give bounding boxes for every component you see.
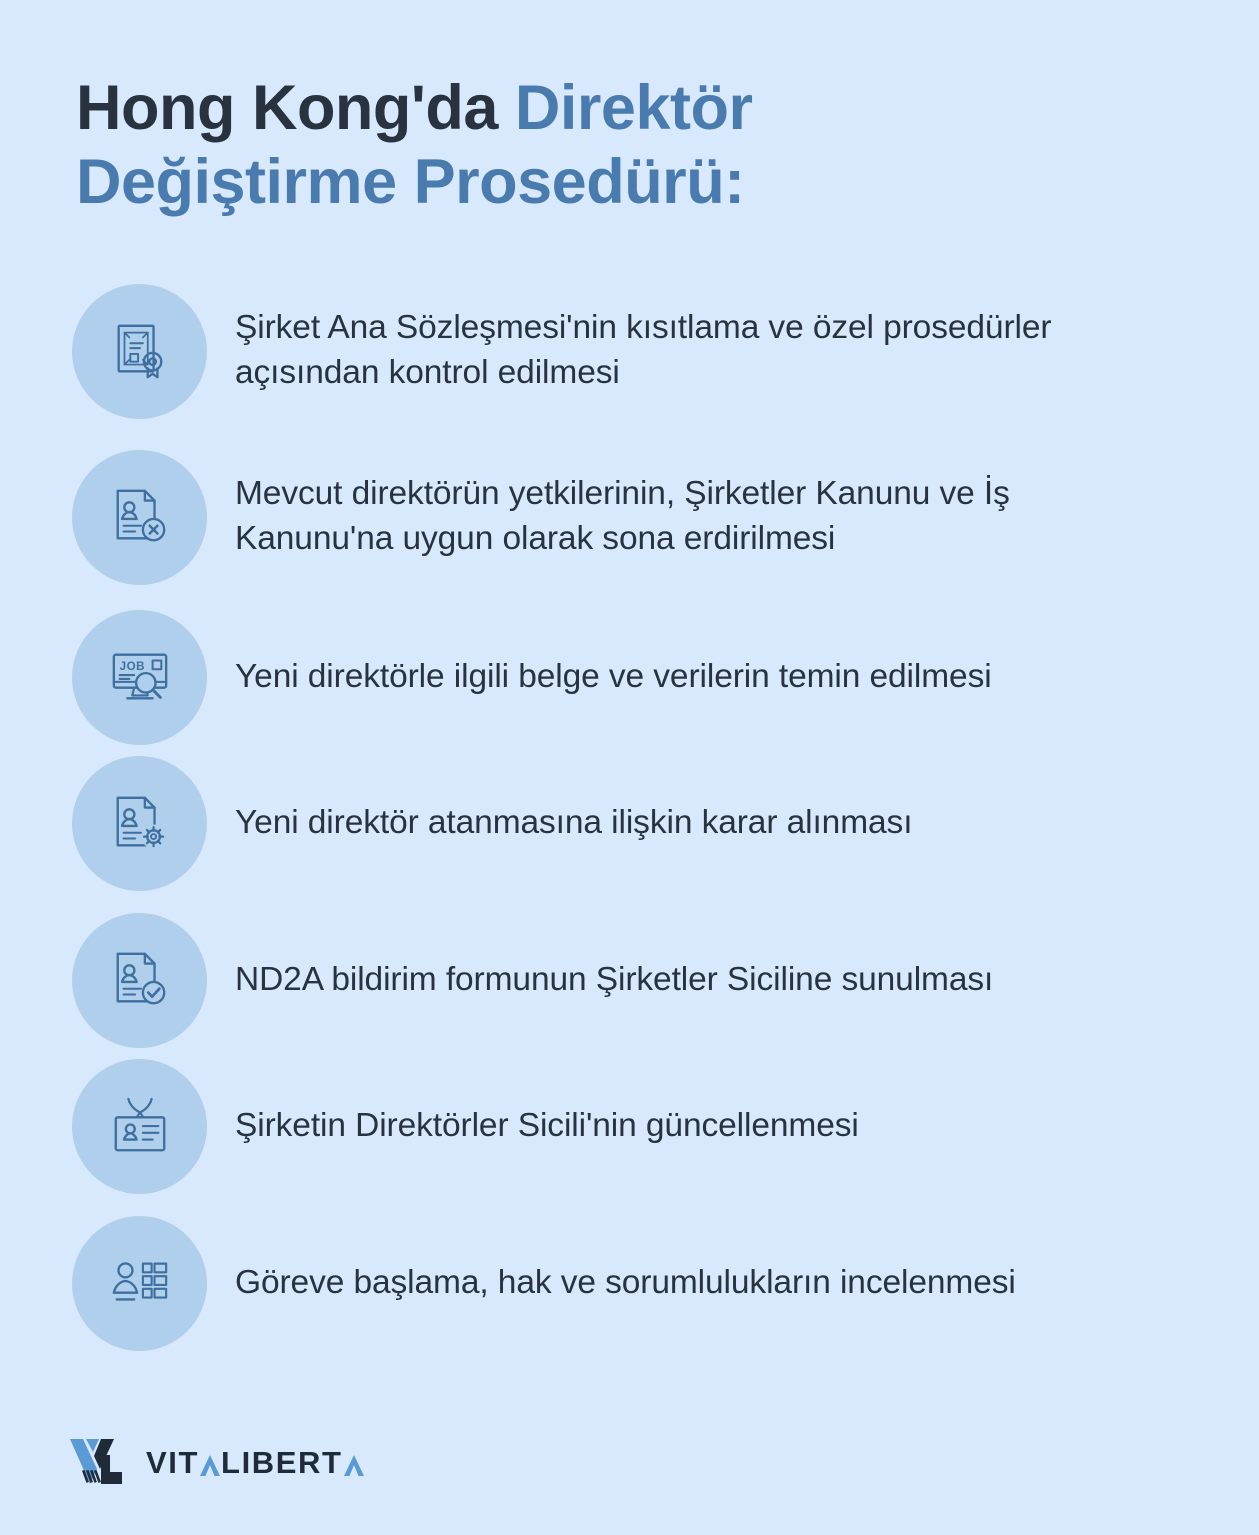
title-line-2 — [76, 146, 1156, 220]
title-blue-part-2: Değiştirme Prosedürü: — [76, 146, 745, 217]
document-person-check-icon — [109, 949, 171, 1011]
certificate-seal-icon — [109, 320, 171, 382]
list-item-label: Şirketin Direktörler Sicili'nin güncellenmesi — [235, 1107, 859, 1145]
document-person-remove-icon — [109, 486, 171, 548]
page-title — [76, 72, 1156, 219]
logo-wordmark — [146, 1444, 365, 1480]
list-item-label: Mevcut direktörün yetkilerinin, Şirketler Kanunu ve İş Kanunu'na uygun olarak sona erdirilmesi — [235, 475, 1010, 557]
list-item-label: Şirket Ana Sözleşmesi'nin kısıtlama ve özel prosedürler açısından kontrol edilmesi — [235, 309, 1052, 391]
title-dark-part: Hong Kong'da — [76, 73, 515, 143]
list-item — [0, 280, 1259, 422]
list-item-label: Göreve başlama, hak ve sorumlulukların incelenmesi — [235, 1263, 1016, 1301]
step-icon-circle — [72, 913, 207, 1048]
job-search-monitor-icon — [109, 646, 171, 708]
list-item — [0, 909, 1259, 1051]
steps-list — [0, 280, 1259, 1354]
step-icon-circle — [72, 756, 207, 891]
vita-liberta-vl-mark — [68, 1437, 130, 1487]
list-item-label: Yeni direktörle ilgili belge ve verilerin temin edilmesi — [235, 657, 992, 695]
logo-letter-a-1 — [199, 1447, 221, 1478]
svg-text:JOB: JOB — [119, 660, 145, 674]
list-item-label: ND2A bildirim formunun Şirketler Siciline sunulması — [235, 960, 994, 998]
list-item — [0, 756, 1259, 891]
document-person-gear-icon — [109, 793, 171, 855]
step-icon-circle — [72, 1059, 207, 1194]
list-item — [0, 1212, 1259, 1354]
person-org-list-icon — [109, 1252, 171, 1314]
list-item-label: Yeni direktör atanmasına ilişkin karar alınması — [235, 804, 913, 842]
step-icon-circle — [72, 284, 207, 419]
logo-a-glyph-icon — [343, 1453, 365, 1477]
list-item — [0, 428, 1259, 606]
id-badge-lanyard-icon — [109, 1096, 171, 1158]
title-blue-part-1: Direktör — [514, 73, 753, 143]
list-item — [0, 1059, 1259, 1194]
logo-a-glyph-icon — [199, 1453, 221, 1477]
logo-text-part-1: VIT — [146, 1444, 200, 1480]
list-item — [0, 606, 1259, 748]
step-icon-circle — [72, 1216, 207, 1351]
step-icon-circle — [72, 450, 207, 585]
step-icon-circle — [72, 610, 207, 745]
logo-text-part-3: LIBERT — [221, 1444, 343, 1480]
logo-letter-a-2 — [343, 1447, 365, 1478]
title-line-1 — [76, 72, 1156, 146]
brand-logo — [68, 1437, 365, 1487]
